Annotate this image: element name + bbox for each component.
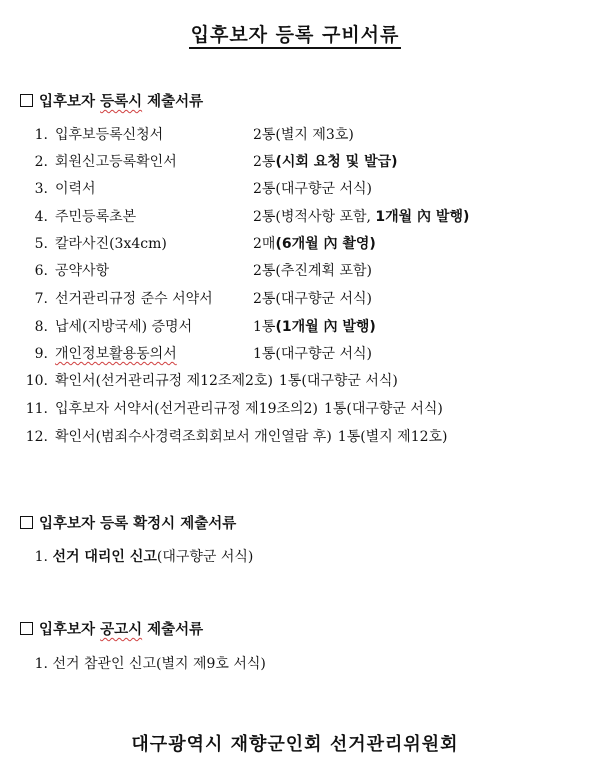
item-number: 9.	[34, 346, 48, 362]
document-note: 1개월 內 발행)	[375, 209, 470, 225]
document-name: 확인서(범죄수사경력조회회보서 개인열람 후)	[55, 429, 332, 445]
checkbox-icon	[20, 94, 33, 107]
document-name: 주민등록초본	[55, 209, 137, 225]
list-item	[32, 179, 372, 199]
document-quantity: 2통(대구향군 서식)	[253, 181, 372, 197]
document-name: 입후보자 서약서(선거관리규정 제19조의2)	[55, 401, 318, 417]
document-name: 칼라사진(3x4cm)	[55, 236, 167, 252]
document-quantity: 1통(1개월 內 발행)	[253, 319, 376, 335]
section-announcement-heading: 입후보자 공고시 제출서류	[20, 618, 203, 639]
item-number: 2.	[34, 154, 48, 170]
list-item	[22, 427, 448, 447]
document-note: (6개월 內 촬영)	[275, 236, 376, 252]
organization-footer: 대구광역시 재향군인회 선거관리위원회	[131, 734, 459, 755]
item-number: 7.	[34, 291, 48, 307]
document-quantity: 1통(대구향군 서식)	[253, 346, 372, 362]
item-number: 3.	[34, 181, 48, 197]
document-name: 입후보등록신청서	[55, 127, 164, 143]
document-quantity: 1통(별지 제12호)	[337, 429, 448, 445]
item-number: 8.	[34, 319, 48, 335]
document-name: 납세(지방국세) 증명서	[55, 319, 193, 335]
document-quantity: 2통(시회 요청 및 발급)	[253, 154, 398, 170]
document-name: 공약사항	[55, 263, 110, 279]
list-item	[32, 344, 372, 364]
document-quantity: 2통(별지 제3호)	[253, 127, 354, 143]
item-number: 12.	[25, 429, 48, 445]
list-item	[32, 125, 354, 145]
list-item: 1. 선거 대리인 신고(대구향군 서식)	[34, 549, 254, 565]
item-number: 4.	[34, 209, 48, 225]
section-confirmation-heading: 입후보자 등록 확정시 제출서류	[20, 512, 236, 533]
document-name: 개인정보활용동의서	[55, 346, 177, 362]
document-name: 확인서(선거관리규정 제12조제2호)	[55, 373, 273, 389]
list-item: 1. 선거 참관인 신고(별지 제9호 서식)	[34, 656, 266, 672]
document-quantity: 1통(대구향군 서식)	[278, 373, 398, 389]
document-name: 선거관리규정 준수 서약서	[55, 291, 213, 307]
section-registration-heading: 입후보자 등록시 제출서류	[20, 90, 203, 111]
item-number: 10.	[25, 373, 48, 389]
checkbox-icon	[20, 516, 33, 529]
item-number: 6.	[34, 263, 48, 279]
list-item	[32, 261, 372, 281]
list-item	[32, 234, 376, 254]
list-item	[32, 207, 470, 227]
document-name: 회원신고등록확인서	[55, 154, 177, 170]
document-quantity: 2통(병적사항 포함, 1개월 內 발행)	[253, 209, 470, 225]
item-number: 5.	[34, 236, 48, 252]
document-quantity: 2매(6개월 內 촬영)	[253, 236, 376, 252]
document-quantity: 1통(대구향군 서식)	[323, 401, 443, 417]
document-quantity: 2통(추진계획 포함)	[253, 263, 372, 279]
list-item	[32, 317, 376, 337]
document-title: 입후보자 등록 구비서류	[0, 20, 590, 47]
document-name: 이력서	[55, 181, 96, 197]
list-item	[22, 371, 398, 391]
document-note: (시회 요청 및 발급)	[275, 154, 398, 170]
list-item	[32, 289, 372, 309]
document-quantity: 2통(대구향군 서식)	[253, 291, 372, 307]
list-item	[32, 152, 398, 172]
checkbox-icon	[20, 622, 33, 635]
item-number: 1.	[34, 127, 48, 143]
document-note: (1개월 內 발행)	[275, 319, 376, 335]
list-item	[22, 399, 443, 419]
item-number: 11.	[25, 401, 48, 417]
